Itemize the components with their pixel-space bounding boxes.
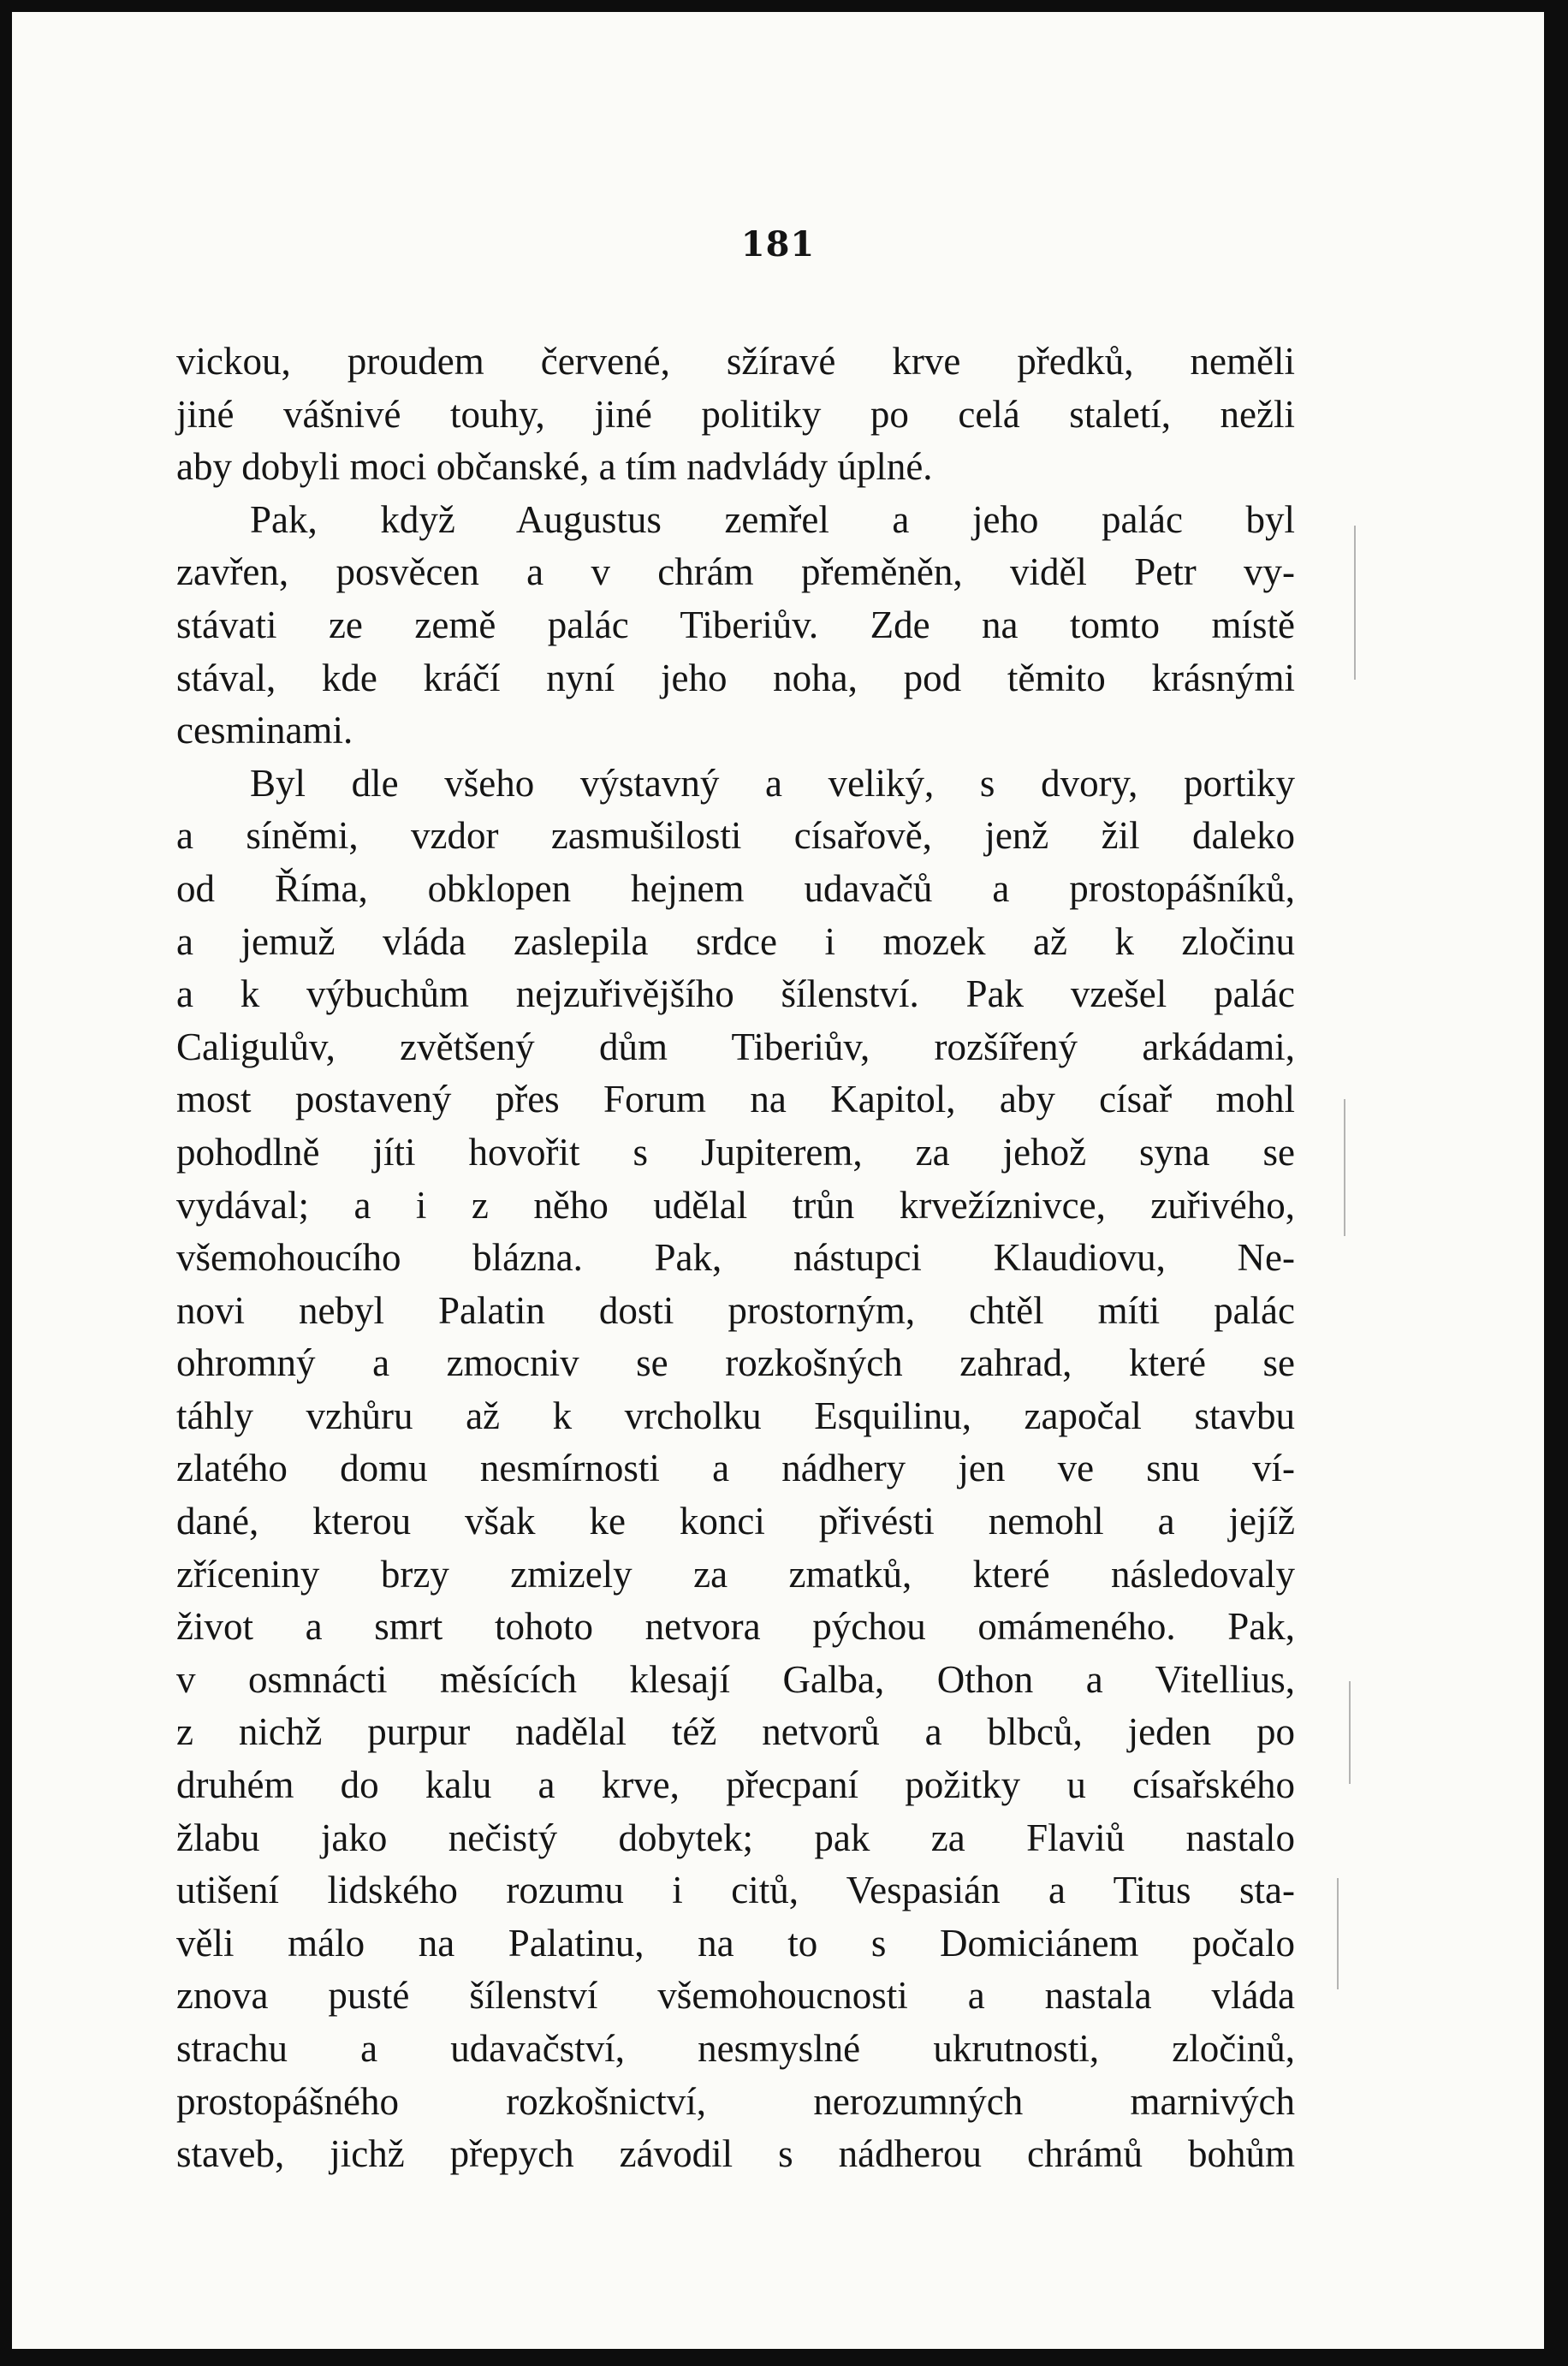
text-line: druhém do kalu a krve, přecpaní požitky u císařského bbox=[176, 1763, 1295, 1807]
text-line: zlatého domu nesmírnosti a nádhery jen ve snu ví- bbox=[176, 1447, 1295, 1490]
text-line: aby dobyli moci občanské, a tím nadvlády úplné. bbox=[176, 445, 933, 489]
text-line: prostopášného rozkošnictví, nerozumných marnivých bbox=[176, 2079, 1295, 2123]
text-line: táhly vzhůru až k vrcholku Esquilinu, započal stavbu bbox=[176, 1394, 1295, 1437]
text-line: most postavený přes Forum na Kapitol, aby císař mohl bbox=[176, 1078, 1295, 1121]
text-line: utišení lidského rozumu i citů, Vespasián a Titus sta- bbox=[176, 1869, 1295, 1912]
text-line: zříceniny brzy zmizely za zmatků, které následovaly bbox=[176, 1552, 1295, 1596]
text-line: staveb, jichž přepych závodil s nádherou chrámů bohům bbox=[176, 2132, 1295, 2176]
text-line: novi nebyl Palatin dosti prostorným, chtěl míti palác bbox=[176, 1288, 1295, 1332]
text-line: vickou, proudem červené, sžíravé krve předků, neměli bbox=[176, 340, 1295, 383]
text-line: a k výbuchům nejzuřivějšího šílenství. Pak vzešel palác bbox=[176, 972, 1295, 1016]
text-line: v osmnácti měsících klesají Galba, Othon a Vitellius, bbox=[176, 1657, 1295, 1701]
text-line: vydával; a i z něho udělal trůn krvežíznivce, zuřivého, bbox=[176, 1183, 1295, 1227]
text-line: znova pusté šílenství všemohoucnosti a nastala vláda bbox=[176, 1974, 1295, 2018]
text-line: a síněmi, vzdor zasmušilosti císařově, jenž žil daleko bbox=[176, 814, 1295, 858]
text-line: od Říma, obklopen hejnem udavačů a prostopášníků, bbox=[176, 866, 1295, 910]
body-text bbox=[176, 336, 1295, 2181]
text-line: pohodlně jíti hovořit s Jupiterem, za jehož syna se bbox=[176, 1130, 1295, 1174]
page-edge-shadow bbox=[1349, 1681, 1351, 1784]
text-line: jiné vášnivé touhy, jiné politiky po celá staletí, nežli bbox=[176, 392, 1295, 436]
text-line: stával, kde kráčí nyní jeho noha, pod těmito krásnými bbox=[176, 656, 1295, 699]
text-line: žlabu jako nečistý dobytek; pak za Flaviů nastalo bbox=[176, 1816, 1295, 1859]
text-line: strachu a udavačství, nesmyslné ukrutnosti, zločinů, bbox=[176, 2027, 1295, 2070]
book-page bbox=[12, 12, 1544, 2349]
page-edge-shadow bbox=[1344, 1099, 1345, 1236]
page-edge-shadow bbox=[1337, 1878, 1339, 1989]
text-line: ohromný a zmocniv se rozkošných zahrad, které se bbox=[176, 1341, 1295, 1385]
text-line: zavřen, posvěcen a v chrám přeměněn, viděl Petr vy- bbox=[176, 550, 1295, 594]
page-edge-shadow bbox=[1354, 526, 1356, 680]
text-line: cesminami. bbox=[176, 709, 353, 752]
text-line: všemohoucího blázna. Pak, nástupci Klaudiovu, Ne- bbox=[176, 1236, 1295, 1280]
text-line: z nichž purpur nadělal též netvorů a blbců, jeden po bbox=[176, 1710, 1295, 1754]
text-line: život a smrt tohoto netvora pýchou omámeného. Pak, bbox=[176, 1605, 1295, 1649]
text-line: stávati ze země palác Tiberiův. Zde na tomto místě bbox=[176, 603, 1295, 646]
text-line: a jemuž vláda zaslepila srdce i mozek až k zločinu bbox=[176, 919, 1295, 963]
text-line: věli málo na Palatinu, na to s Domiciánem počalo bbox=[176, 1921, 1295, 1965]
text-line: Byl dle všeho výstavný a veliký, s dvory, portiky bbox=[250, 761, 1295, 805]
text-line: Caligulův, zvětšený dům Tiberiův, rozšířený arkádami, bbox=[176, 1025, 1295, 1068]
text-line: dané, kterou však ke konci přivésti nemohl a jejíž bbox=[176, 1500, 1295, 1543]
text-line: Pak, když Augustus zemřel a jeho palác byl bbox=[250, 497, 1295, 541]
page-number: 181 bbox=[740, 224, 816, 265]
